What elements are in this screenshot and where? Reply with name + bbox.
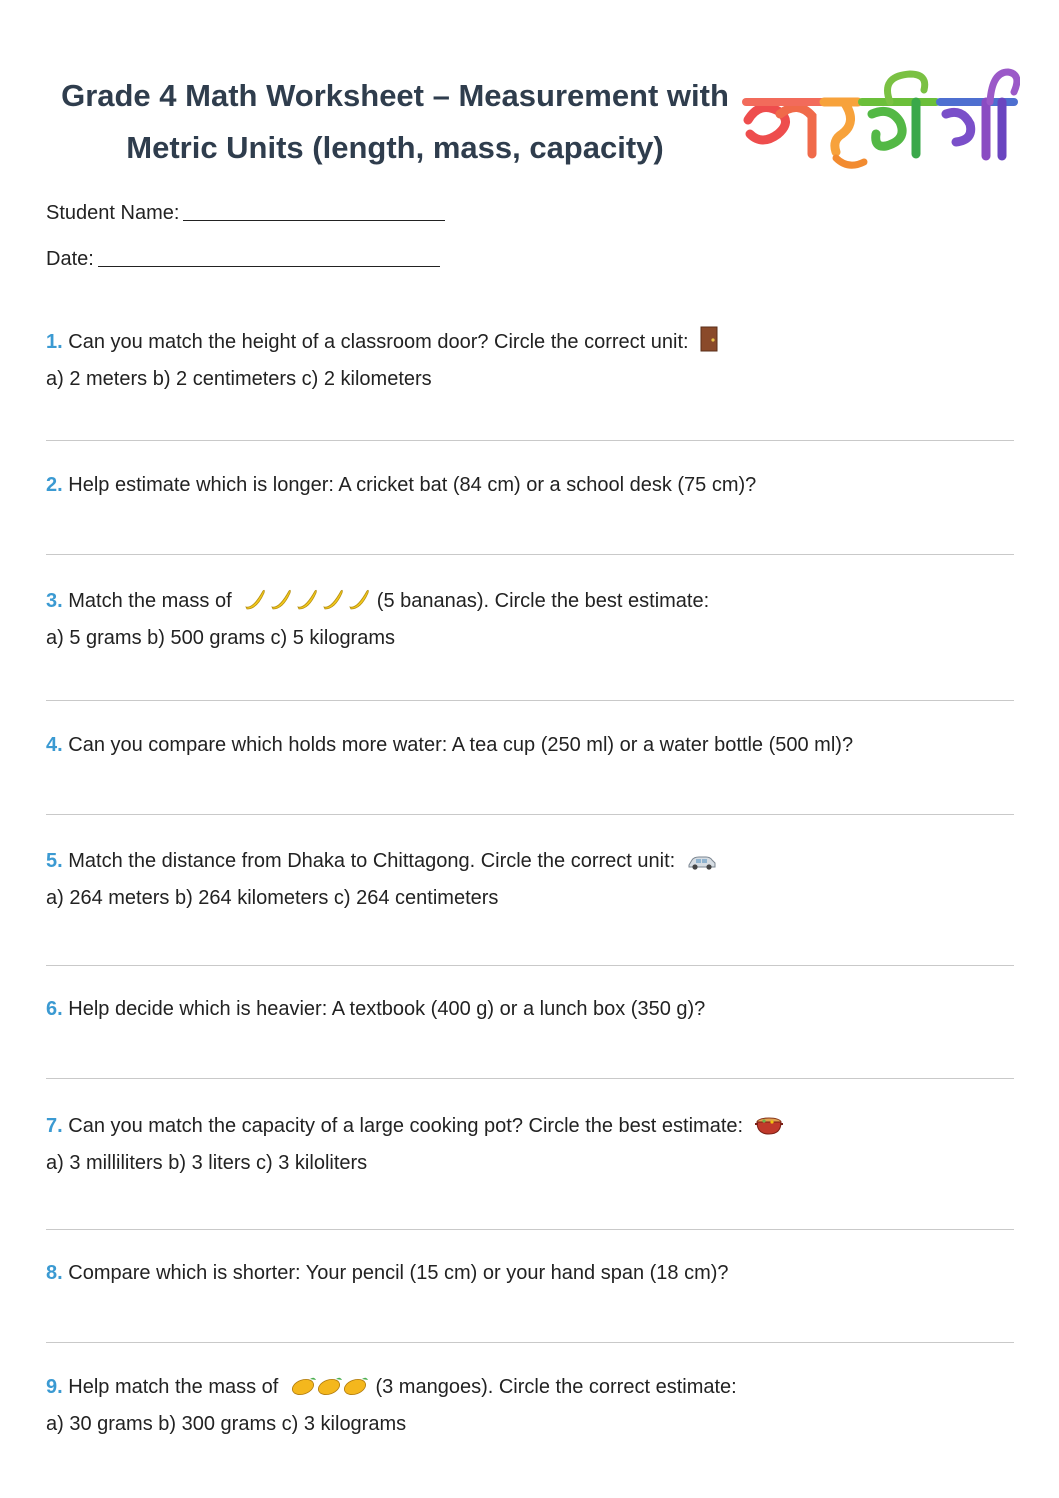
question-1 bbox=[46, 326, 718, 391]
question-2 bbox=[46, 474, 756, 497]
divider bbox=[46, 1342, 1014, 1343]
question-number: 3. bbox=[46, 590, 63, 612]
answer-options: a) 2 meters b) 2 centimeters c) 2 kilometers bbox=[46, 368, 432, 390]
question-number: 4. bbox=[46, 734, 63, 756]
question-text: Compare which is shorter: Your pencil (15 cm) or your hand span (18 cm)? bbox=[68, 1262, 729, 1284]
divider bbox=[46, 554, 1014, 555]
student-name-label: Student Name: bbox=[46, 202, 180, 224]
student-name-blank[interactable] bbox=[183, 202, 445, 221]
answer-options: a) 5 grams b) 500 grams c) 5 kilograms bbox=[46, 627, 396, 649]
question-number: 1. bbox=[46, 331, 63, 353]
title-line-1: Grade 4 Math Worksheet – Measurement with bbox=[61, 78, 729, 113]
question-3 bbox=[46, 587, 709, 650]
answer-options: a) 3 milliliters b) 3 liters c) 3 kiloliters bbox=[46, 1152, 368, 1174]
mango-icon bbox=[290, 1375, 370, 1397]
anushiloni-logo bbox=[740, 62, 1020, 180]
answer-options: a) 264 meters b) 264 kilometers c) 264 centimeters bbox=[46, 887, 499, 909]
question-text: Help estimate which is longer: A cricket bat (84 cm) or a school desk (75 cm)? bbox=[68, 474, 757, 496]
question-text: (5 bananas). Circle the best estimate: bbox=[376, 590, 710, 612]
car-icon bbox=[687, 853, 717, 871]
question-text: Can you match the capacity of a large cooking pot? Circle the best estimate: bbox=[68, 1115, 744, 1137]
question-text: Match the mass of bbox=[68, 590, 232, 612]
date-label: Date: bbox=[46, 248, 94, 270]
question-text: Match the distance from Dhaka to Chittagong. Circle the correct unit: bbox=[68, 850, 676, 872]
divider bbox=[46, 1229, 1014, 1230]
question-8 bbox=[46, 1262, 729, 1285]
question-number: 6. bbox=[46, 998, 63, 1020]
page-title bbox=[30, 70, 760, 174]
question-number: 7. bbox=[46, 1115, 63, 1137]
question-number: 2. bbox=[46, 474, 63, 496]
question-4 bbox=[46, 734, 853, 757]
title-line-2: Metric Units (length, mass, capacity) bbox=[126, 130, 664, 165]
divider bbox=[46, 1078, 1014, 1079]
divider bbox=[46, 814, 1014, 815]
date-blank[interactable] bbox=[98, 248, 440, 267]
question-text: Help decide which is heavier: A textbook (400 g) or a lunch box (350 g)? bbox=[68, 998, 706, 1020]
student-name-field[interactable] bbox=[46, 202, 445, 225]
cooking-pot-icon bbox=[755, 1114, 783, 1136]
date-field[interactable] bbox=[46, 248, 440, 271]
question-7 bbox=[46, 1114, 783, 1175]
question-number: 5. bbox=[46, 850, 63, 872]
question-text: Help match the mass of bbox=[68, 1376, 279, 1398]
divider bbox=[46, 700, 1014, 701]
question-9 bbox=[46, 1375, 737, 1436]
divider bbox=[46, 440, 1014, 441]
banana-icon bbox=[243, 587, 371, 611]
question-5 bbox=[46, 850, 717, 910]
question-text: Can you compare which holds more water: A tea cup (250 ml) or a water bottle (500 ml)? bbox=[68, 734, 854, 756]
question-text: (3 mangoes). Circle the correct estimate: bbox=[375, 1376, 737, 1398]
question-number: 8. bbox=[46, 1262, 63, 1284]
answer-options: a) 30 grams b) 300 grams c) 3 kilograms bbox=[46, 1413, 407, 1435]
divider bbox=[46, 965, 1014, 966]
door-icon bbox=[700, 326, 718, 352]
question-text: Can you match the height of a classroom door? Circle the correct unit: bbox=[68, 331, 689, 353]
question-number: 9. bbox=[46, 1376, 63, 1398]
question-6 bbox=[46, 998, 705, 1021]
